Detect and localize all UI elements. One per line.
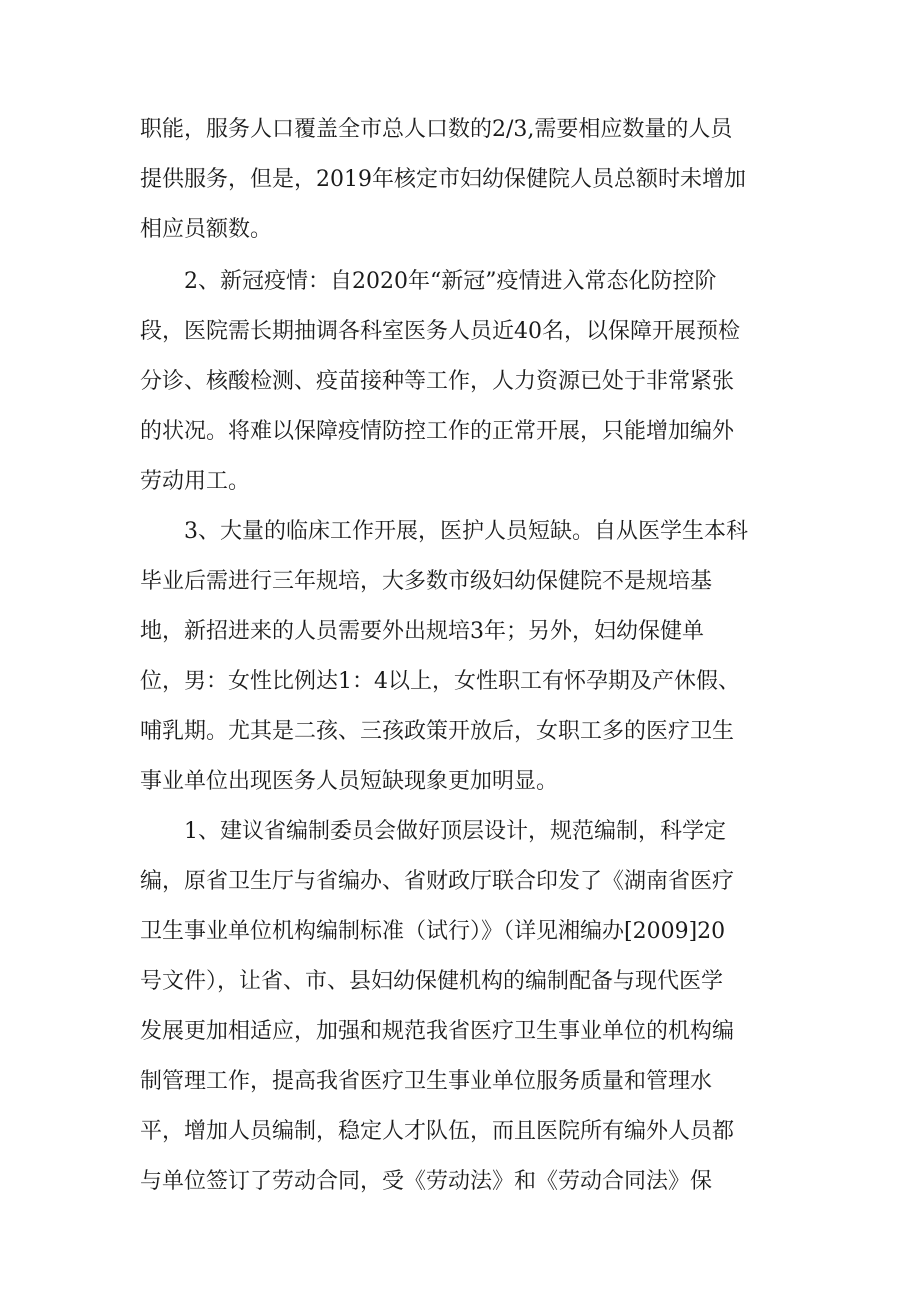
paragraph-line: 发展更加相适应，加强和规范我省医疗卫生事业单位的机构编 <box>140 1019 735 1044</box>
paragraph-line: 相应员额数。 <box>140 217 273 242</box>
paragraph-line: 劳动用工。 <box>140 469 251 494</box>
paragraph-line: 分诊、核酸检测、疫苗接种等工作，人力资源已处于非常紧张 <box>140 369 735 394</box>
paragraph-line: 毕业后需进行三年规培，大多数市级妇幼保健院不是规培基 <box>140 569 713 594</box>
paragraph-line: 段，医院需长期抽调各科室医务人员近40名，以保障开展预检 <box>140 319 740 344</box>
paragraph-line: 职能，服务人口覆盖全市总人口数的2/3,需要相应数量的人员 <box>140 117 733 142</box>
paragraph-line: 1、建议省编制委员会做好顶层设计，规范编制，科学定 <box>184 819 726 844</box>
paragraph-line: 卫生事业单位机构编制标准（试行）》（详见湘编办[2009]20 <box>140 919 726 944</box>
paragraph-line: 哺乳期。尤其是二孩、三孩政策开放后，女职工多的医疗卫生 <box>140 719 735 744</box>
paragraph-line: 3、大量的临床工作开展，医护人员短缺。自从医学生本科 <box>184 519 748 544</box>
paragraph-line: 位，男：女性比例达1：4以上，女性职工有怀孕期及产休假、 <box>140 669 740 694</box>
paragraph-line: 地，新招进来的人员需要外出规培3年；另外，妇幼保健单 <box>140 619 704 644</box>
paragraph-line: 编，原省卫生厅与省编办、省财政厅联合印发了《湖南省医疗 <box>140 869 735 894</box>
paragraph-line: 与单位签订了劳动合同，受《劳动法》和《劳动合同法》保 <box>140 1169 713 1194</box>
paragraph-line: 事业单位出现医务人员短缺现象更加明显。 <box>140 769 559 794</box>
paragraph-line: 制管理工作，提高我省医疗卫生事业单位服务质量和管理水 <box>140 1069 713 1094</box>
paragraph-line: 号文件），让省、市、县妇幼保健机构的编制配备与现代医学 <box>140 969 724 994</box>
paragraph-line: 提供服务，但是，2019年核定市妇幼保健院人员总额时未增加 <box>140 167 746 192</box>
paragraph-line: 的状况。将难以保障疫情防控工作的正常开展，只能增加编外 <box>140 419 735 444</box>
paragraph-line: 2、新冠疫情：自2020年“新冠”疫情进入常态化防控阶 <box>184 269 717 294</box>
paragraph-line: 平，增加人员编制，稳定人才队伍，而且医院所有编外人员都 <box>140 1119 735 1144</box>
